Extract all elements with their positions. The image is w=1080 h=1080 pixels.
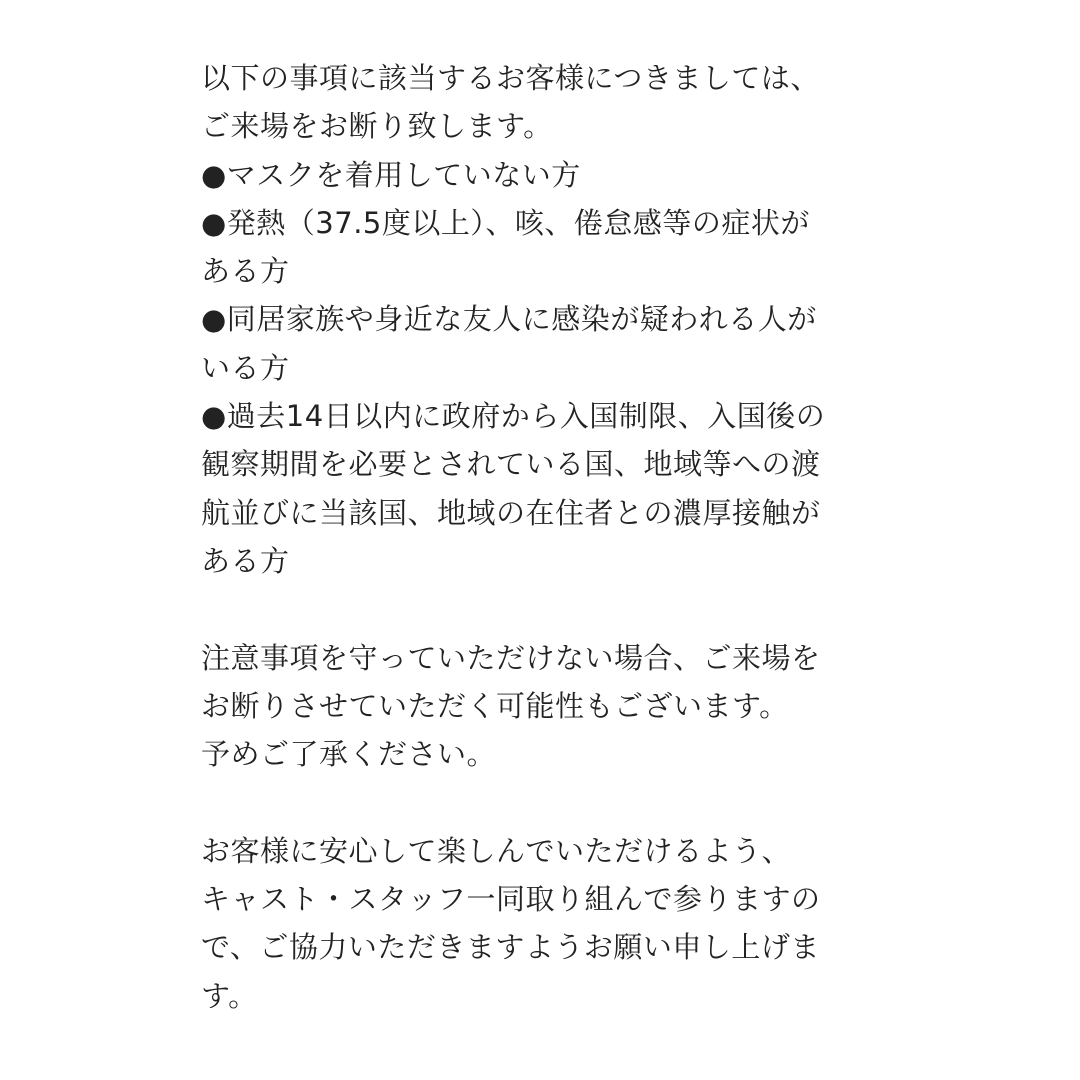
paragraph-spacer: [201, 585, 881, 633]
notice-text: [201, 54, 881, 1020]
notice-line: いる方: [201, 350, 290, 385]
notice-line: で、ご協力いただきますようお願い申し上げま: [201, 930, 820, 965]
notice-line: ●過去14日以内に政府から入国制限、入国後の: [201, 399, 826, 434]
notice-line: ある方: [201, 254, 290, 289]
notice-line: 注意事項を守っていただけない場合、ご来場を: [201, 640, 821, 675]
notice-line: ●発熱（37.5度以上）、咳、倦怠感等の症状が: [201, 205, 810, 240]
notice-line: お断りさせていただく可能性もございます。: [201, 688, 789, 723]
notice-line: 観察期間を必要とされている国、地域等への渡: [201, 447, 821, 482]
notice-line: ある方: [201, 543, 290, 578]
notice-line: す。: [201, 978, 258, 1013]
notice-line: 航並びに当該国、地域の在住者との濃厚接触が: [201, 495, 821, 530]
notice-line: 以下の事項に該当するお客様につきましては、: [201, 61, 820, 95]
notice-line: お客様に安心して楽しんでいただけるよう、: [201, 833, 792, 868]
notice-line: キャスト・スタッフ一同取り組んで参りますの: [201, 882, 821, 917]
paragraph-spacer: [201, 778, 881, 826]
notice-line: ご来場をお断り致します。: [201, 109, 553, 144]
notice-line: ●マスクを着用していない方: [201, 157, 581, 192]
notice-line: ●同居家族や身近な友人に感染が疑われる人が: [201, 302, 817, 337]
notice-line: 予めご了承ください。: [201, 737, 497, 772]
